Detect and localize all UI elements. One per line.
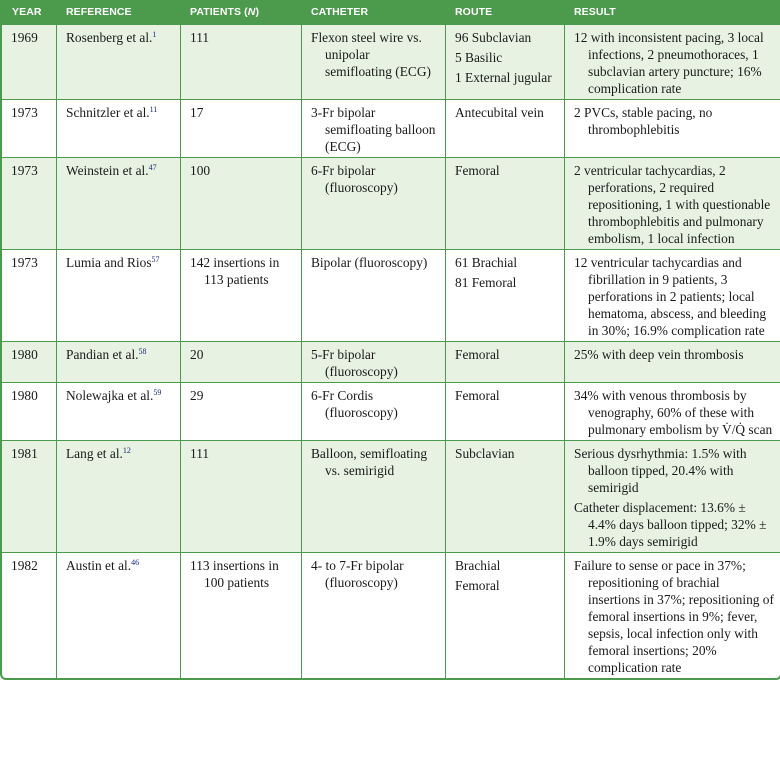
cell-year: 1980 bbox=[2, 382, 56, 440]
header-catheter: CATHETER bbox=[301, 0, 445, 24]
header-patients bbox=[180, 0, 301, 24]
result-paragraph: 25% with deep vein thrombosis bbox=[574, 347, 744, 362]
catheter-text: 3-Fr bipolar semifloating balloon (ECG) bbox=[311, 105, 436, 154]
header-patients-n: N bbox=[247, 6, 256, 18]
reference-number: 1 bbox=[152, 30, 157, 39]
cell-year: 1973 bbox=[2, 249, 56, 341]
catheter-text: Bipolar (fluoroscopy) bbox=[311, 255, 428, 270]
table-row bbox=[2, 552, 780, 678]
reference-number: 57 bbox=[151, 255, 160, 264]
table-header bbox=[2, 0, 780, 24]
catheter-text: Balloon, semifloating vs. semirigid bbox=[311, 446, 428, 478]
cell-result bbox=[564, 99, 780, 157]
table-row bbox=[2, 157, 780, 249]
table-row bbox=[2, 99, 780, 157]
cell-year: 1969 bbox=[2, 24, 56, 99]
reference-number: 58 bbox=[138, 347, 147, 356]
cell-reference bbox=[56, 24, 180, 99]
cell-patients bbox=[180, 382, 301, 440]
patients-text: 29 bbox=[190, 388, 204, 403]
cell-route bbox=[445, 24, 564, 99]
table-row bbox=[2, 341, 780, 382]
reference-text: Lang et al. bbox=[66, 446, 123, 461]
header-route: ROUTE bbox=[445, 0, 564, 24]
cell-route bbox=[445, 440, 564, 552]
result-paragraph: Failure to sense or pace in 37%; repositioning of brachial insertions in 37%; repositioning of femoral insertions in 9%; fever, sepsis, local infection only with femoral insertions; 20% complication rate bbox=[574, 558, 774, 675]
route-line: Subclavian bbox=[455, 446, 515, 461]
cell-patients bbox=[180, 440, 301, 552]
header-patients-prefix: PATIENTS ( bbox=[190, 6, 248, 18]
route-line: Femoral bbox=[455, 388, 500, 403]
catheter-text: 4- to 7-Fr bipolar (fluoroscopy) bbox=[311, 558, 404, 590]
catheter-text: 6-Fr Cordis (fluoroscopy) bbox=[311, 388, 398, 420]
cell-year: 1980 bbox=[2, 341, 56, 382]
result-paragraph: 34% with venous thrombosis by venography, 60% of these with pulmonary embolism by V̇/Q̇ scan bbox=[574, 388, 773, 437]
cell-reference bbox=[56, 440, 180, 552]
reference-text: Nolewajka et al. bbox=[66, 388, 154, 403]
cell-catheter bbox=[301, 440, 445, 552]
reference-text: Lumia and Rios bbox=[66, 255, 152, 270]
cell-catheter bbox=[301, 552, 445, 678]
table-row bbox=[2, 440, 780, 552]
reference-number: 47 bbox=[148, 163, 157, 172]
cell-route bbox=[445, 157, 564, 249]
reference-number: 46 bbox=[131, 558, 140, 567]
cell-year: 1973 bbox=[2, 157, 56, 249]
catheter-text: 5-Fr bipolar (fluoroscopy) bbox=[311, 347, 398, 379]
patients-text: 17 bbox=[190, 105, 204, 120]
cell-catheter bbox=[301, 341, 445, 382]
cell-reference bbox=[56, 382, 180, 440]
route-line: 1 External jugular bbox=[455, 70, 552, 85]
cell-route bbox=[445, 341, 564, 382]
cell-result bbox=[564, 341, 780, 382]
patients-text: 100 bbox=[190, 163, 211, 178]
cell-result bbox=[564, 157, 780, 249]
table-row bbox=[2, 24, 780, 99]
cell-catheter bbox=[301, 99, 445, 157]
cell-route bbox=[445, 99, 564, 157]
patients-text: 142 insertions in 113 patients bbox=[190, 255, 280, 287]
route-line: 5 Basilic bbox=[455, 50, 503, 65]
reference-text: Schnitzler et al. bbox=[66, 105, 150, 120]
cell-patients bbox=[180, 341, 301, 382]
route-line: 61 Brachial bbox=[455, 255, 518, 270]
cell-catheter bbox=[301, 157, 445, 249]
cell-catheter bbox=[301, 382, 445, 440]
route-line: Femoral bbox=[455, 163, 500, 178]
route-line: Femoral bbox=[455, 347, 500, 362]
result-paragraph: 12 with inconsistent pacing, 3 local infections, 2 pneumothoraces, 1 subclavian artery puncture; 16% complication rate bbox=[574, 30, 764, 96]
reference-text: Pandian et al. bbox=[66, 347, 139, 362]
cell-reference bbox=[56, 341, 180, 382]
cell-result bbox=[564, 440, 780, 552]
patients-text: 20 bbox=[190, 347, 204, 362]
cell-patients bbox=[180, 24, 301, 99]
reference-text: Rosenberg et al. bbox=[66, 30, 153, 45]
cell-catheter bbox=[301, 249, 445, 341]
cell-result bbox=[564, 24, 780, 99]
catheter-text: Flexon steel wire vs. unipolar semifloating (ECG) bbox=[311, 30, 431, 79]
cell-result bbox=[564, 552, 780, 678]
table-row bbox=[2, 249, 780, 341]
cell-catheter bbox=[301, 24, 445, 99]
result-paragraph: 12 ventricular tachycardias and fibrillation in 9 patients, 3 perforations in 2 patients; local hematoma, abscess, and bleeding in 30%; 16.9% complication rate bbox=[574, 255, 767, 338]
cell-reference bbox=[56, 157, 180, 249]
reference-text: Austin et al. bbox=[66, 558, 132, 573]
result-paragraph: Catheter displacement: 13.6% ± 4.4% days balloon tipped; 32% ± 1.9% days semirigid bbox=[574, 500, 767, 549]
cell-patients bbox=[180, 157, 301, 249]
cell-reference bbox=[56, 99, 180, 157]
cell-result bbox=[564, 249, 780, 341]
reference-text: Weinstein et al. bbox=[66, 163, 149, 178]
reference-number: 12 bbox=[122, 446, 131, 455]
header-result: RESULT bbox=[564, 0, 780, 24]
header-patients-suffix: ) bbox=[255, 6, 260, 18]
cell-route bbox=[445, 382, 564, 440]
patients-text: 111 bbox=[190, 30, 210, 45]
patients-text: 111 bbox=[190, 446, 210, 461]
cell-patients bbox=[180, 552, 301, 678]
cell-patients bbox=[180, 99, 301, 157]
route-line: Antecubital vein bbox=[455, 105, 544, 120]
cell-year: 1981 bbox=[2, 440, 56, 552]
cell-reference bbox=[56, 249, 180, 341]
reference-number: 59 bbox=[153, 388, 162, 397]
cell-patients bbox=[180, 249, 301, 341]
patients-text: 113 insertions in 100 patients bbox=[190, 558, 279, 590]
header-year: YEAR bbox=[2, 0, 56, 24]
cell-route bbox=[445, 552, 564, 678]
cell-year: 1973 bbox=[2, 99, 56, 157]
table-row bbox=[2, 382, 780, 440]
route-line: 81 Femoral bbox=[455, 275, 517, 290]
route-line: Brachial bbox=[455, 558, 501, 573]
reference-number: 11 bbox=[149, 105, 158, 114]
table-body bbox=[2, 24, 780, 678]
route-line: Femoral bbox=[455, 578, 500, 593]
header-reference: REFERENCE bbox=[56, 0, 180, 24]
result-paragraph: 2 ventricular tachycardias, 2 perforations, 2 required repositioning, 1 with questionable thrombophlebitis and pulmonary embolism, 1 local infection bbox=[574, 163, 771, 246]
cell-year: 1982 bbox=[2, 552, 56, 678]
result-paragraph: 2 PVCs, stable pacing, no thrombophlebitis bbox=[574, 105, 713, 137]
cell-route bbox=[445, 249, 564, 341]
catheter-text: 6-Fr bipolar (fluoroscopy) bbox=[311, 163, 398, 195]
cell-reference bbox=[56, 552, 180, 678]
result-paragraph: Serious dysrhythmia: 1.5% with balloon tipped, 20.4% with semirigid bbox=[574, 446, 747, 495]
route-line: 96 Subclavian bbox=[455, 30, 532, 45]
cell-result bbox=[564, 382, 780, 440]
